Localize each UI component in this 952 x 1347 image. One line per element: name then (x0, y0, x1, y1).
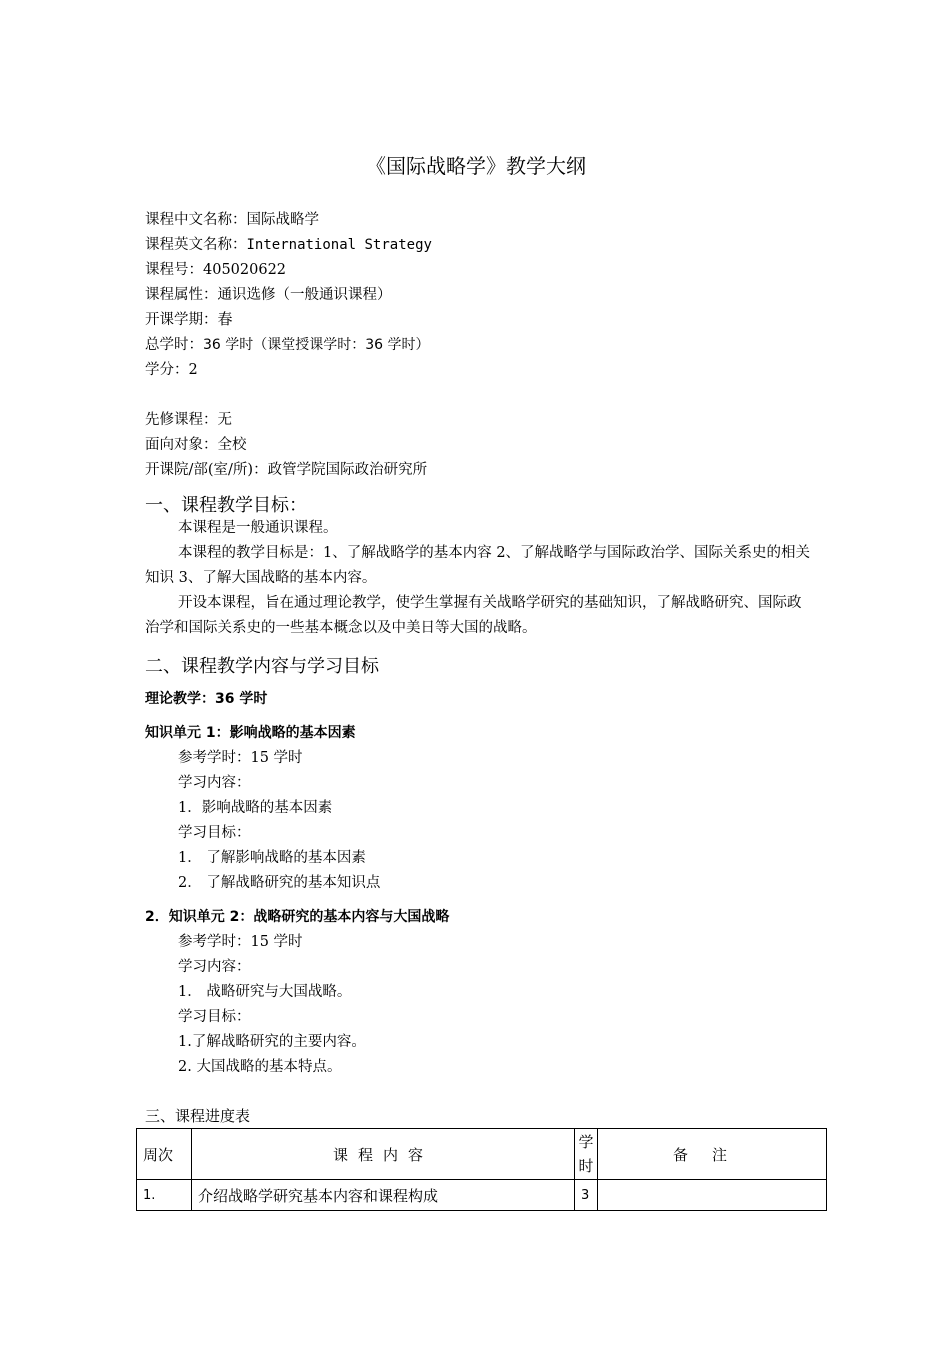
course-prerequisite: 先修课程：无 (145, 412, 232, 428)
unit1-title: 知识单元 1：影响战略的基本因素 (145, 725, 356, 741)
section1-paragraph-1: 本课程是一般通识课程。 (178, 520, 338, 536)
unit1-content-label: 学习内容： (178, 775, 251, 791)
course-number: 课程号：405020622 (145, 262, 287, 278)
section1-paragraph-2: 本课程的教学目标是：1、了解战略学的基本内容 2、了解战略学与国际政治学、国际关系史的相关知识 3、了解大国战略的基本内容。 (145, 545, 811, 586)
course-en-name-label: 课程英文名称： (145, 237, 247, 253)
schedule-table (136, 1128, 827, 1211)
course-department (145, 458, 427, 479)
section2-heading: 二、课程教学内容与学习目标 (145, 656, 379, 677)
schedule-header-row (137, 1129, 827, 1180)
section1-paragraph-3: 开设本课程，旨在通过理论教学，使学生掌握有关战略学研究的基础知识，了解战略研究、国际政治学和国际关系史的一些基本概念以及中美日等大国的战略。 (145, 595, 802, 636)
unit1-goal-item: 2． 了解战略研究的基本知识点 (178, 875, 381, 891)
unit2-ref-hours: 参考学时：15 学时 (178, 934, 303, 950)
document-title: 《国际战略学》教学大纲 (366, 154, 586, 178)
unit2-goal-item: 2. 大国战略的基本特点。 (178, 1059, 342, 1075)
section1-heading: 一、课程教学目标： (145, 495, 307, 516)
department-label: 开课院/部(室/所)：政管 (145, 462, 297, 478)
unit2-content-item: 1． 战略研究与大国战略。 (178, 984, 352, 1000)
semester-label: 开课学期： (145, 312, 218, 328)
unit2-content-label: 学习内容： (178, 959, 251, 975)
row-week: 1. (137, 1180, 192, 1211)
table-row (137, 1180, 827, 1211)
department-value: 学院国际政治研究所 (296, 462, 428, 478)
unit1-goal-item: 1． 了解影响战略的基本因素 (178, 850, 366, 866)
course-attribute: 课程属性：通识选修（一般通识课程） (145, 287, 392, 303)
header-notes: 备注 (598, 1129, 827, 1180)
header-hours-line2: 时 (578, 1157, 594, 1175)
unit1-goal-label: 学习目标： (178, 825, 251, 841)
course-audience: 面向对象：全校 (145, 437, 247, 453)
header-content: 课程内容 (192, 1129, 575, 1180)
semester-value: 春 (217, 310, 233, 328)
course-en-name (145, 233, 432, 254)
theory-hours: 理论教学：36 学时 (145, 691, 268, 707)
header-hours (575, 1129, 598, 1180)
total-hours-value: 36 学时（课堂授课学时：36 学时） (203, 337, 430, 353)
total-hours-label: 总学时： (145, 337, 203, 353)
row-notes (598, 1180, 827, 1211)
section3-heading: 三、课程进度表 (145, 1107, 251, 1125)
course-en-name-value: International Strategy (246, 237, 432, 253)
row-hours: 3 (575, 1180, 598, 1211)
unit1-content-item: 1．影响战略的基本因素 (178, 800, 333, 816)
unit2-title: 2．知识单元 2：战略研究的基本内容与大国战略 (145, 909, 450, 925)
header-week: 周次 (137, 1129, 192, 1180)
row-content: 介绍战略学研究基本内容和课程构成 (192, 1180, 575, 1211)
course-credits: 学分：2 (145, 362, 198, 378)
unit2-goal-item: 1.了解战略研究的主要内容。 (178, 1034, 366, 1050)
course-semester (145, 308, 233, 329)
course-total-hours (145, 333, 430, 354)
unit2-goal-label: 学习目标： (178, 1009, 251, 1025)
course-cn-name: 课程中文名称：国际战略学 (145, 212, 319, 228)
unit1-ref-hours: 参考学时：15 学时 (178, 750, 303, 766)
header-hours-line1: 学 (578, 1133, 594, 1151)
